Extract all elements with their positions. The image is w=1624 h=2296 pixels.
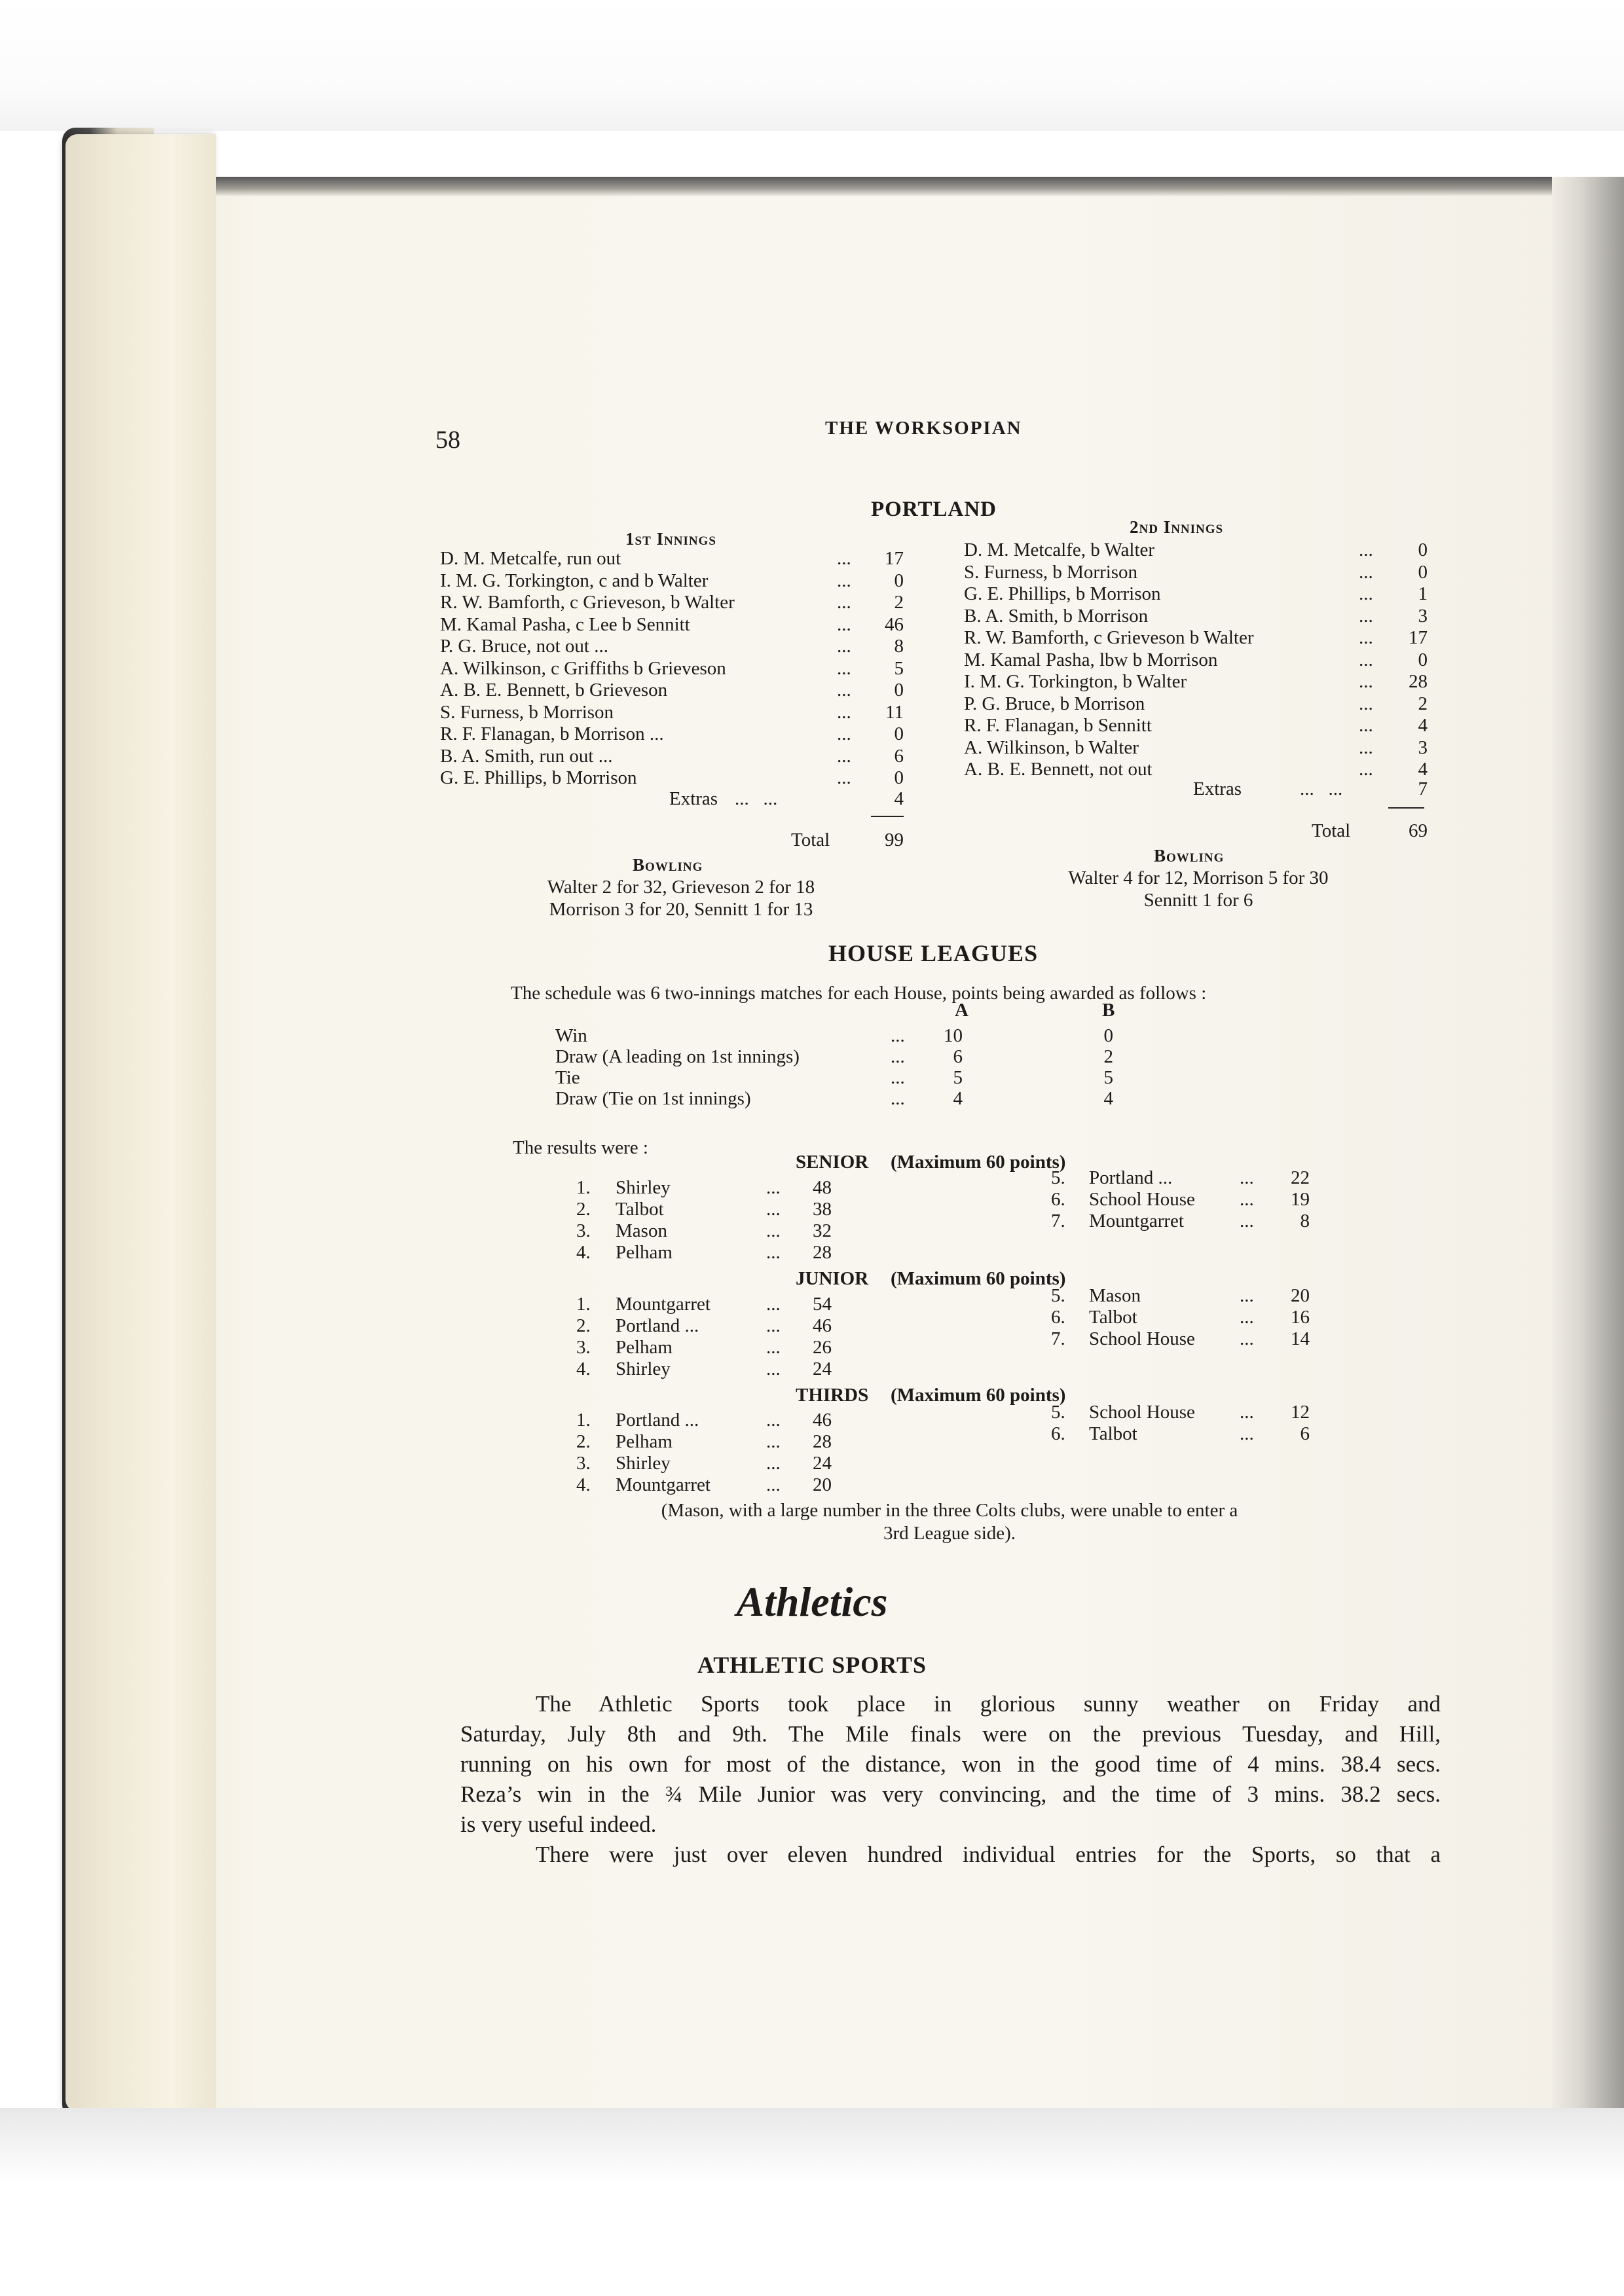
batsman-runs: 0 (894, 570, 904, 591)
batsman-runs: 17 (1409, 627, 1428, 648)
points-row-label: Draw (Tie on 1st innings) (555, 1088, 751, 1109)
house-leagues-intro: The schedule was 6 two-innings matches for each House, points being awarded as follows : (511, 983, 1207, 1004)
league-points: 32 (813, 1220, 832, 1241)
athletics-paragraph-1 (460, 1689, 1441, 1840)
league-position: 7. (1051, 1211, 1065, 1231)
col-b-header: B (1102, 1000, 1115, 1021)
league-points: 24 (813, 1358, 832, 1379)
dots: ... (1240, 1402, 1254, 1423)
scan-background (0, 0, 1624, 131)
league-house: Pelham (616, 1242, 673, 1263)
league-house: Mason (1089, 1285, 1141, 1306)
league-points: 24 (813, 1453, 832, 1474)
dots: ... (766, 1337, 781, 1358)
total-rule (1388, 807, 1424, 809)
dots: ... (1359, 693, 1373, 714)
league-house: Portland ... (616, 1315, 699, 1336)
league-points: 6 (1300, 1423, 1310, 1444)
portland-title: PORTLAND (871, 498, 997, 521)
batsman-runs: 28 (1409, 671, 1428, 692)
league-house: Shirley (616, 1453, 671, 1474)
batsman-name: R. F. Flanagan, b Morrison ... (440, 723, 664, 744)
points-b: 0 (1103, 1025, 1113, 1046)
senior-heading: SENIOR (796, 1152, 869, 1173)
second-innings-heading: 2nd Innings (1130, 517, 1224, 537)
league-points: 28 (813, 1242, 832, 1263)
dots: ... (1240, 1189, 1254, 1210)
dots: ... (1359, 649, 1373, 670)
batsman-name: I. M. G. Torkington, b Walter (964, 671, 1187, 692)
batsman-name: I. M. G. Torkington, c and b Walter (440, 570, 709, 591)
league-house: Mason (616, 1220, 667, 1241)
league-house: Mountgarret (616, 1294, 710, 1315)
dots: ... (837, 548, 851, 569)
league-position: 5. (1051, 1285, 1065, 1306)
first-innings-bowling-heading: Bowling (633, 855, 703, 875)
league-position: 3. (576, 1220, 591, 1241)
dots: ... (1240, 1328, 1254, 1349)
dots: ... (837, 613, 851, 635)
league-points: 20 (1291, 1285, 1310, 1306)
house-leagues-title: HOUSE LEAGUES (828, 940, 1039, 966)
dots: ... (891, 1088, 905, 1109)
page-top-shadow (216, 177, 1559, 196)
points-b: 5 (1103, 1067, 1113, 1088)
dots: ... (766, 1220, 781, 1241)
running-title: THE WORKSOPIAN (825, 418, 1022, 439)
thirds-maximum: (Maximum 60 points) (891, 1385, 1066, 1406)
league-points: 12 (1291, 1402, 1310, 1423)
batsman-name: A. Wilkinson, b Walter (964, 737, 1139, 758)
batsman-runs: 46 (885, 613, 904, 635)
batsman-name: R. W. Bamforth, c Grieveson b Walter (964, 627, 1254, 648)
league-position: 6. (1051, 1189, 1065, 1210)
first-innings-total-label: Total (791, 829, 830, 850)
page-gutter-shadow (1552, 177, 1624, 2128)
points-b: 4 (1103, 1088, 1113, 1109)
col-a-header: A (955, 1000, 969, 1021)
dots: ... (766, 1453, 781, 1474)
second-innings-bowling-line: Sennitt 1 for 6 (1143, 890, 1253, 911)
dots: ... (766, 1410, 781, 1430)
league-position: 5. (1051, 1402, 1065, 1423)
league-points: 22 (1291, 1167, 1310, 1188)
paragraph-line: The Athletic Sports took place in glorious sunny weather on Friday and (536, 1691, 1441, 1717)
second-innings-extras: 7 (1418, 778, 1428, 799)
batsman-name: D. M. Metcalfe, run out (440, 548, 621, 569)
league-points: 16 (1291, 1307, 1310, 1328)
second-innings-bowling-heading: Bowling (1154, 846, 1225, 866)
dots: ... (1359, 715, 1373, 736)
dots: ... (1240, 1423, 1254, 1444)
dots: ... (766, 1177, 781, 1198)
league-house: Mountgarret (616, 1474, 710, 1495)
league-position: 6. (1051, 1307, 1065, 1328)
dots: ... (837, 657, 851, 679)
dots: ... ... (1300, 778, 1343, 799)
batsman-runs: 0 (894, 680, 904, 701)
mason-note: 3rd League side). (883, 1523, 1016, 1544)
batsman-name: B. A. Smith, b Morrison (964, 605, 1149, 627)
league-position: 1. (576, 1177, 591, 1198)
second-innings-extras-label: Extras (1193, 778, 1242, 799)
league-position: 3. (576, 1337, 591, 1358)
athletics-title: Athletics (736, 1578, 888, 1625)
league-position: 4. (576, 1358, 591, 1379)
batsman-runs: 0 (894, 723, 904, 744)
league-position: 3. (576, 1453, 591, 1474)
dots: ... (837, 636, 851, 657)
second-innings-total-label: Total (1312, 820, 1351, 841)
league-house: Pelham (616, 1431, 673, 1452)
points-a: 4 (953, 1088, 963, 1109)
league-position: 2. (576, 1199, 591, 1220)
league-points: 54 (813, 1294, 832, 1315)
dots: ... (766, 1315, 781, 1336)
junior-heading: JUNIOR (796, 1268, 869, 1289)
paragraph-line: is very useful indeed. (460, 1812, 657, 1837)
dots: ... (1359, 561, 1373, 583)
league-points: 20 (813, 1474, 832, 1495)
batsman-runs: 11 (885, 701, 904, 723)
batsman-runs: 4 (1418, 759, 1428, 780)
dots: ... (1359, 737, 1373, 758)
dots: ... (766, 1474, 781, 1495)
batsman-name: A. B. E. Bennett, not out (964, 759, 1153, 780)
dots: ... (1359, 759, 1373, 780)
first-innings-heading: 1st Innings (625, 529, 716, 549)
league-points: 48 (813, 1177, 832, 1198)
first-innings-total: 99 (885, 829, 904, 850)
dots: ... (1359, 583, 1373, 604)
points-b: 2 (1103, 1046, 1113, 1067)
dots: ... (837, 701, 851, 723)
dots: ... (766, 1242, 781, 1263)
batsman-runs: 6 (894, 745, 904, 767)
league-house: School House (1089, 1189, 1195, 1210)
batsman-name: A. Wilkinson, c Griffiths b Grieveson (440, 657, 726, 679)
dots: ... (837, 570, 851, 591)
league-position: 7. (1051, 1328, 1065, 1349)
dots: ... (837, 767, 851, 788)
batsman-runs: 0 (1418, 561, 1428, 583)
dots: ... (891, 1067, 905, 1088)
league-house: Talbot (1089, 1307, 1137, 1328)
points-a: 10 (944, 1025, 963, 1046)
batsman-name: M. Kamal Pasha, c Lee b Sennitt (440, 613, 690, 635)
dots: ... (1240, 1307, 1254, 1328)
dots: ... (766, 1358, 781, 1379)
dots: ... (1240, 1211, 1254, 1231)
dots: ... (1359, 539, 1373, 560)
dots: ... (766, 1199, 781, 1220)
first-innings-extras: 4 (894, 788, 904, 809)
batsman-name: R. F. Flanagan, b Sennitt (964, 715, 1152, 736)
athletics-paragraph-2 (460, 1840, 1441, 1870)
batsman-runs: 1 (1418, 583, 1428, 604)
batsman-runs: 0 (1418, 649, 1428, 670)
league-position: 2. (576, 1315, 591, 1336)
junior-maximum: (Maximum 60 points) (891, 1268, 1066, 1289)
league-position: 5. (1051, 1167, 1065, 1188)
league-house: School House (1089, 1328, 1195, 1349)
page-number: 58 (435, 426, 460, 454)
league-points: 46 (813, 1315, 832, 1336)
points-row-label: Tie (555, 1067, 580, 1088)
dots: ... (1359, 671, 1373, 692)
first-innings-bowling-line: Morrison 3 for 20, Sennitt 1 for 13 (549, 899, 813, 920)
dots: ... (1240, 1167, 1254, 1188)
batsman-name: D. M. Metcalfe, b Walter (964, 539, 1155, 560)
second-innings-bowling-line: Walter 4 for 12, Morrison 5 for 30 (1068, 867, 1329, 888)
batsman-runs: 2 (1418, 693, 1428, 714)
dots: ... (1240, 1285, 1254, 1306)
dots: ... (766, 1294, 781, 1315)
dots: ... (1359, 627, 1373, 648)
batsman-name: P. G. Bruce, b Morrison (964, 693, 1145, 714)
batsman-name: R. W. Bamforth, c Grieveson, b Walter (440, 592, 735, 613)
results-label: The results were : (513, 1137, 648, 1158)
league-house: School House (1089, 1402, 1195, 1423)
league-position: 1. (576, 1410, 591, 1430)
batsman-runs: 4 (1418, 715, 1428, 736)
league-house: Mountgarret (1089, 1211, 1184, 1231)
league-points: 8 (1300, 1211, 1310, 1231)
dots: ... (891, 1046, 905, 1067)
paragraph-line: running on his own for most of the distance, won in the good time of 4 mins. 38.4 secs. (460, 1751, 1441, 1777)
league-position: 2. (576, 1431, 591, 1452)
league-points: 14 (1291, 1328, 1310, 1349)
athletic-sports-subtitle: ATHLETIC SPORTS (697, 1652, 927, 1678)
points-row-label: Win (555, 1025, 587, 1046)
league-position: 4. (576, 1474, 591, 1495)
league-points: 28 (813, 1431, 832, 1452)
first-innings-extras-label: Extras (669, 788, 718, 809)
batsman-runs: 0 (894, 767, 904, 788)
total-rule (871, 816, 904, 817)
senior-maximum: (Maximum 60 points) (891, 1152, 1066, 1173)
league-house: Talbot (1089, 1423, 1137, 1444)
league-position: 4. (576, 1242, 591, 1263)
league-house: Portland ... (1089, 1167, 1173, 1188)
batsman-runs: 0 (1418, 539, 1428, 560)
batsman-runs: 17 (885, 548, 904, 569)
batsman-name: G. E. Phillips, b Morrison (964, 583, 1161, 604)
league-position: 1. (576, 1294, 591, 1315)
batsman-name: B. A. Smith, run out ... (440, 745, 613, 767)
league-points: 46 (813, 1410, 832, 1430)
batsman-runs: 5 (894, 657, 904, 679)
league-house: Talbot (616, 1199, 664, 1220)
second-innings-total: 69 (1409, 820, 1428, 841)
batsman-name: S. Furness, b Morrison (440, 701, 614, 723)
dots: ... (891, 1025, 905, 1046)
first-innings-bowling-line: Walter 2 for 32, Grieveson 2 for 18 (547, 877, 815, 898)
league-house: Shirley (616, 1358, 671, 1379)
mason-note: (Mason, with a large number in the three Colts clubs, were unable to enter a (661, 1500, 1238, 1521)
dots: ... (766, 1431, 781, 1452)
batsman-name: G. E. Phillips, b Morrison (440, 767, 637, 788)
points-row-label: Draw (A leading on 1st innings) (555, 1046, 800, 1067)
batsman-name: P. G. Bruce, not out ... (440, 636, 608, 657)
points-a: 5 (953, 1067, 963, 1088)
dots: ... (837, 680, 851, 701)
book-page-edges (65, 134, 216, 2111)
points-a: 6 (953, 1046, 963, 1067)
league-house: Shirley (616, 1177, 671, 1198)
paragraph-line: Reza’s win in the ¾ Mile Junior was very convincing, and the time of 3 mins. 38.2 secs. (460, 1781, 1441, 1807)
league-points: 26 (813, 1337, 832, 1358)
batsman-name: S. Furness, b Morrison (964, 561, 1138, 583)
dots: ... ... (735, 788, 778, 809)
batsman-runs: 2 (894, 592, 904, 613)
league-house: Pelham (616, 1337, 673, 1358)
league-position: 6. (1051, 1423, 1065, 1444)
dots: ... (837, 745, 851, 767)
dots: ... (837, 592, 851, 613)
batsman-runs: 3 (1418, 737, 1428, 758)
batsman-runs: 3 (1418, 605, 1428, 627)
league-points: 19 (1291, 1189, 1310, 1210)
league-house: Portland ... (616, 1410, 699, 1430)
thirds-heading: THIRDS (796, 1385, 869, 1406)
dots: ... (1359, 605, 1373, 627)
batsman-name: A. B. E. Bennett, b Grieveson (440, 680, 668, 701)
scan-bottom (0, 2108, 1624, 2296)
league-points: 38 (813, 1199, 832, 1220)
dots: ... (837, 723, 851, 744)
paragraph-line: Saturday, July 8th and 9th. The Mile finals were on the previous Tuesday, and Hill, (460, 1721, 1441, 1747)
batsman-name: M. Kamal Pasha, lbw b Morrison (964, 649, 1218, 670)
paragraph-line: There were just over eleven hundred individual entries for the Sports, so that a (536, 1842, 1441, 1867)
batsman-runs: 8 (894, 636, 904, 657)
